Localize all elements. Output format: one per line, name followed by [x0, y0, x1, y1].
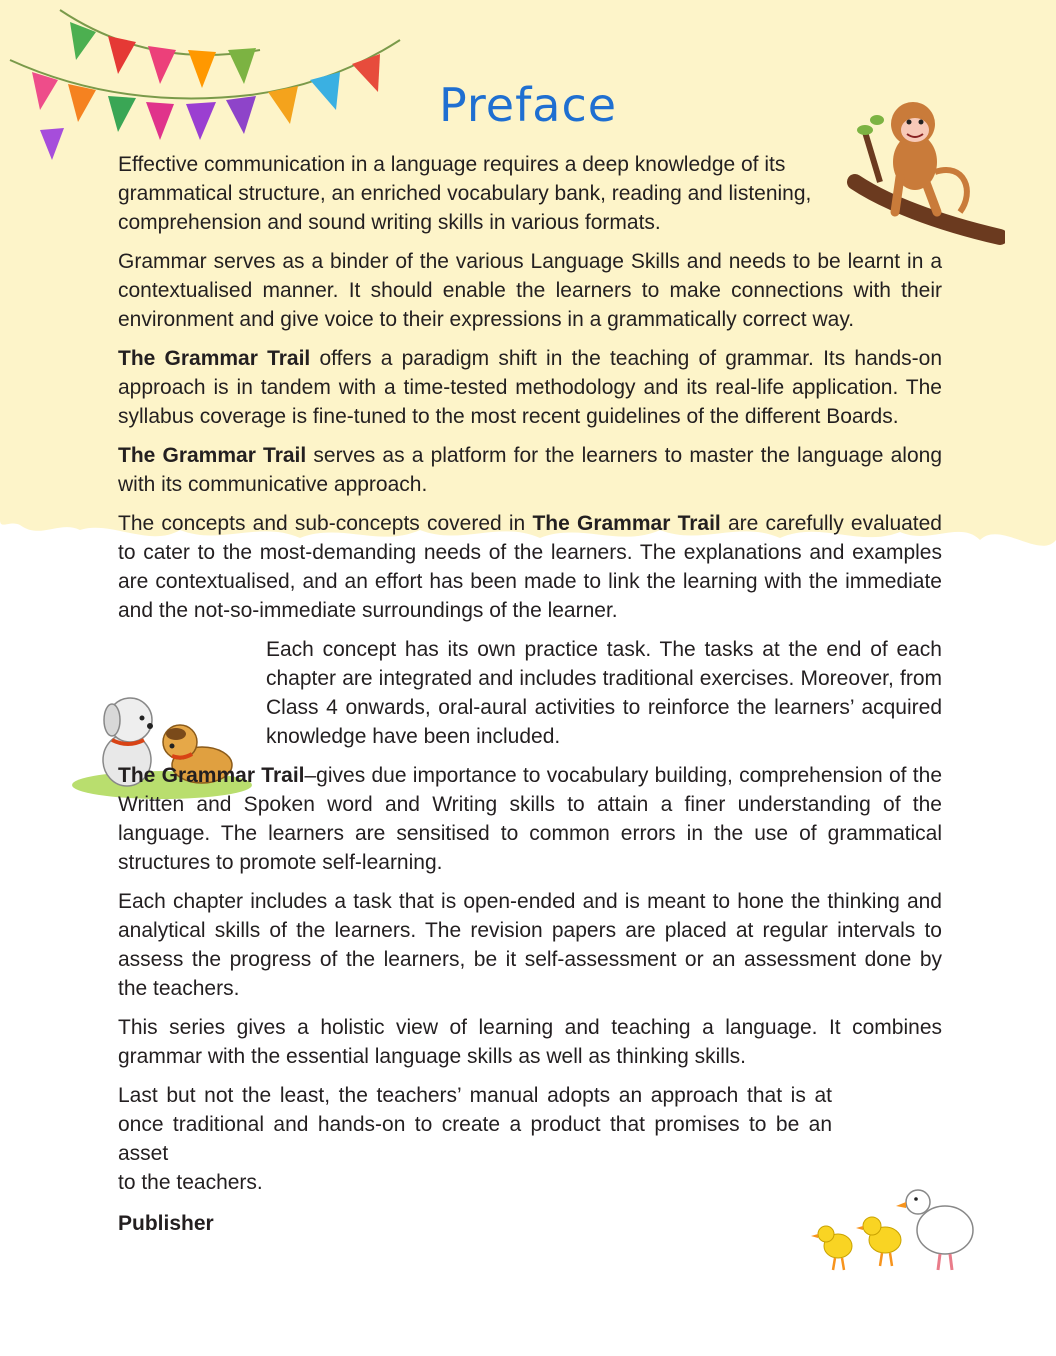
paragraph-text: offers a paradigm shift in the teaching of grammar. Its hands-on approach is in tandem with a time-tested methodology and its real-life application. The syllabus coverage is fine-tuned to the most recent guidelines of the different Boards.	[118, 347, 942, 428]
book-title: The Grammar Trail	[118, 444, 307, 467]
paragraph-7	[118, 761, 942, 877]
paragraph-1: Effective communication in a language requires a deep knowledge of its grammatical structure, an enriched vocabulary bank, reading and listening, comprehension and sound writing skills in various formats.	[118, 153, 812, 234]
paragraph-text: –gives due importance to vocabulary building, comprehension of the Written and Spoken word and Writing skills to attain a finer understanding of the language. The learners are sensitised to common errors in the use of grammatical structures to promote self-learning.	[118, 764, 942, 874]
paragraph-text: to the teachers.	[118, 1171, 263, 1194]
paragraph-text: serves as a platform for the learners to master the language along with its communicative approach.	[118, 444, 942, 496]
book-title: The Grammar Trail	[532, 512, 721, 535]
book-title: The Grammar Trail	[118, 764, 305, 787]
paragraph-5	[118, 509, 942, 625]
paragraph-text: are carefully evaluated to cater to the most-demanding needs of the learners. The explanations and examples are contextualised, and an effort has been made to link the learning with the immediate and the not-so-immediate surroundings of the learner.	[118, 512, 942, 622]
paragraph-9: This series gives a holistic view of learning and teaching a language. It combines grammar with the essential language skills as well as thinking skills.	[118, 1016, 942, 1068]
book-title: The Grammar Trail	[118, 347, 311, 370]
page-title: Preface	[438, 78, 618, 132]
paragraph-text: The concepts and sub-concepts covered in	[118, 512, 533, 535]
paragraph-text: Last but not the least, the teachers’ manual adopts an approach that is at once traditional and hands-on to create a product that promises to be an asset	[118, 1084, 832, 1165]
paragraph-3	[118, 344, 942, 431]
paragraph-6: Each concept has its own practice task. The tasks at the end of each chapter are integrated and includes traditional exercises. Moreover, from Class 4 onwards, oral-aural activities to reinforce the learners’ acquired knowledge have been included.	[266, 638, 942, 748]
paragraph-8: Each chapter includes a task that is open-ended and is meant to hone the thinking and analytical skills of the learners. The revision papers are placed at regular intervals to assess the progress of the learners, be it self-assessment or an assessment done by the teachers.	[118, 890, 942, 1000]
signature: Publisher	[118, 1212, 214, 1235]
paragraph-2: Grammar serves as a binder of the various Language Skills and needs to be learnt in a contextualised manner. It should enable the learners to make connections with their environment and give voice to their expressions in a grammatically correct way.	[118, 250, 942, 331]
preface-body	[118, 150, 942, 1248]
paragraph-4	[118, 441, 942, 499]
paragraph-10	[118, 1081, 942, 1197]
